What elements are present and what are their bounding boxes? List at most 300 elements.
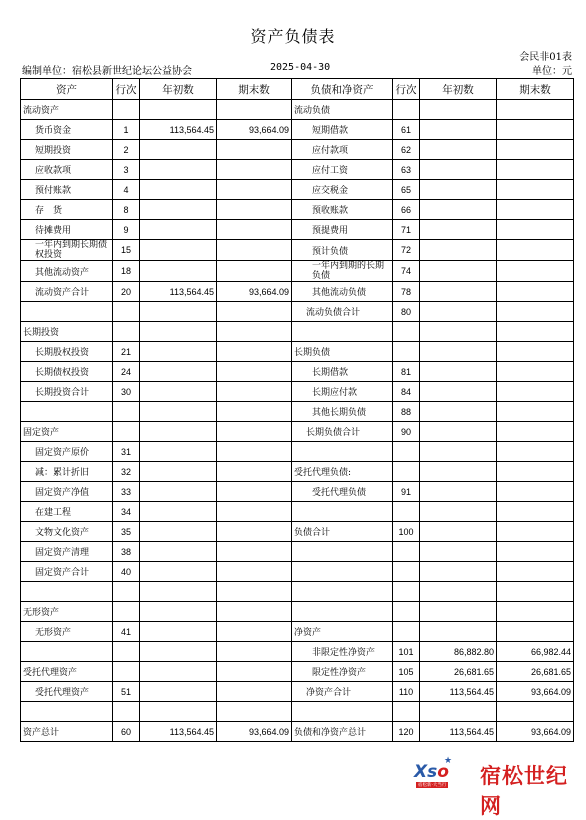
logo-tagline: 宿松新·大当行 [418,783,447,788]
liability-begin [420,282,497,302]
liability-begin [420,402,497,422]
asset-end [217,140,292,160]
liability-line: 101 [393,642,420,662]
liability-line [393,622,420,642]
liability-line: 91 [393,482,420,502]
liability-end [497,522,574,542]
liability-begin [420,622,497,642]
asset-end: 93,664.09 [217,282,292,302]
liability-name: 限定性净资产 [292,662,393,682]
asset-line [113,582,140,602]
asset-name: 固定资产合计 [21,562,113,582]
balance-sheet-table [20,78,574,742]
liability-name: 非限定性净资产 [292,642,393,662]
asset-end [217,462,292,482]
asset-name: 短期投资 [21,140,113,160]
asset-line: 34 [113,502,140,522]
asset-name: 资产总计 [21,722,113,742]
table-row [21,120,574,140]
liability-name: 短期借款 [292,120,393,140]
liability-name: 长期负债 [292,342,393,362]
liability-begin: 113,564.45 [420,722,497,742]
table-row [21,622,574,642]
liability-end [497,261,574,282]
table-row [21,482,574,502]
site-logo [412,756,580,818]
asset-name: 在建工程 [21,502,113,522]
header-line: 行次 [393,79,420,100]
liability-end [497,302,574,322]
liability-end: 26,681.65 [497,662,574,682]
asset-begin [140,322,217,342]
page-title: 资产负债表 [250,27,336,46]
asset-name: 长期投资合计 [21,382,113,402]
table-row [21,662,574,682]
liability-begin [420,302,497,322]
asset-begin [140,362,217,382]
asset-begin [140,402,217,422]
asset-name: 货币资金 [21,120,113,140]
liability-end [497,220,574,240]
liability-end [497,542,574,562]
asset-name: 无形资产 [21,602,113,622]
liability-begin [420,322,497,342]
table-row [21,362,574,382]
asset-end [217,502,292,522]
organization: 编制单位：宿松县新世纪论坛公益协会 [22,66,192,77]
asset-end [217,362,292,382]
liability-line: 62 [393,140,420,160]
liability-end [497,442,574,462]
asset-begin [140,200,217,220]
liability-name: 预计负债 [292,240,393,261]
liability-end [497,582,574,602]
asset-end [217,382,292,402]
liability-line: 71 [393,220,420,240]
asset-end [217,200,292,220]
table-row [21,602,574,622]
liability-begin [420,422,497,442]
liability-end [497,502,574,522]
liability-line: 61 [393,120,420,140]
liability-line [393,462,420,482]
asset-begin [140,382,217,402]
asset-line: 41 [113,622,140,642]
asset-line [113,302,140,322]
asset-name: 长期投资 [21,322,113,342]
asset-line [113,642,140,662]
liability-line [393,322,420,342]
liability-end [497,160,574,180]
asset-begin [140,482,217,502]
asset-name: 文物文化资产 [21,522,113,542]
liability-name: 长期应付款 [292,382,393,402]
liability-line [393,342,420,362]
liability-end [497,702,574,722]
liability-line: 78 [393,282,420,302]
liability-end [497,622,574,642]
table-row [21,100,574,120]
asset-end [217,622,292,642]
liability-line: 105 [393,662,420,682]
liability-end: 93,664.09 [497,682,574,702]
asset-end [217,422,292,442]
table-header [21,79,574,100]
liability-line: 65 [393,180,420,200]
liability-line [393,562,420,582]
star-icon: ★ [444,756,453,766]
liability-end [497,602,574,622]
asset-begin [140,542,217,562]
liability-name: 净资产合计 [292,682,393,702]
liability-end [497,240,574,261]
asset-begin [140,261,217,282]
currency-unit: 单位：元 [532,66,572,77]
asset-begin [140,582,217,602]
asset-name [21,302,113,322]
asset-begin [140,502,217,522]
liability-begin [420,100,497,120]
liability-line [393,582,420,602]
header-end: 期末数 [217,79,292,100]
asset-end: 93,664.09 [217,722,292,742]
asset-name: 预付账款 [21,180,113,200]
asset-line [113,662,140,682]
table-row [21,261,574,282]
asset-end [217,482,292,502]
asset-line: 60 [113,722,140,742]
asset-begin: 113,564.45 [140,282,217,302]
liability-begin [420,362,497,382]
asset-name [21,642,113,662]
liability-line: 72 [393,240,420,261]
asset-begin [140,682,217,702]
asset-end [217,160,292,180]
asset-name: 受托代理资产 [21,662,113,682]
report-meta [22,62,572,76]
asset-begin [140,180,217,200]
asset-line: 51 [113,682,140,702]
asset-end [217,180,292,200]
asset-line: 8 [113,200,140,220]
liability-name [292,442,393,462]
asset-line [113,602,140,622]
asset-name: 减：累计折旧 [21,462,113,482]
liability-begin [420,542,497,562]
liability-begin [420,160,497,180]
asset-begin: 113,564.45 [140,120,217,140]
asset-begin [140,100,217,120]
asset-begin [140,422,217,442]
liability-end [497,282,574,302]
liability-end [497,362,574,382]
liability-begin [420,702,497,722]
table-row [21,160,574,180]
asset-end [217,442,292,462]
liability-begin [420,582,497,602]
liability-line: 84 [393,382,420,402]
asset-name [21,582,113,602]
liability-begin [420,120,497,140]
liability-begin [420,342,497,362]
liability-end: 93,664.09 [497,722,574,742]
asset-line: 3 [113,160,140,180]
liability-line: 110 [393,682,420,702]
table-row [21,180,574,200]
liability-begin [420,502,497,522]
asset-begin [140,220,217,240]
asset-name: 固定资产原价 [21,442,113,462]
liability-line [393,442,420,462]
asset-line: 24 [113,362,140,382]
liability-name: 一年内到期的长期负债 [292,261,393,282]
liability-name: 其他流动负债 [292,282,393,302]
liability-line: 90 [393,422,420,442]
asset-line: 20 [113,282,140,302]
report-date: 2025-04-30 [270,62,331,73]
liability-end: 66,982.44 [497,642,574,662]
liability-begin: 26,681.65 [420,662,497,682]
table-row [21,522,574,542]
liability-begin: 86,882.80 [420,642,497,662]
header-begin: 年初数 [140,79,217,100]
liability-line: 63 [393,160,420,180]
asset-end [217,100,292,120]
liability-end [497,402,574,422]
asset-begin [140,622,217,642]
liability-line [393,602,420,622]
asset-begin: 113,564.45 [140,722,217,742]
liability-begin [420,140,497,160]
asset-name [21,702,113,722]
liability-end [497,100,574,120]
asset-end [217,642,292,662]
liability-line [393,542,420,562]
liability-line: 88 [393,402,420,422]
liability-begin [420,522,497,542]
liability-name: 应付款项 [292,140,393,160]
header-begin: 年初数 [420,79,497,100]
liability-begin [420,462,497,482]
asset-name: 待摊费用 [21,220,113,240]
asset-line: 21 [113,342,140,362]
table-row [21,322,574,342]
asset-line: 4 [113,180,140,200]
asset-name: 受托代理资产 [21,682,113,702]
asset-name: 长期股权投资 [21,342,113,362]
logo-mark: Xso [414,762,449,782]
asset-line: 18 [113,261,140,282]
asset-name: 固定资产净值 [21,482,113,502]
asset-line: 33 [113,482,140,502]
table-row [21,642,574,662]
asset-end [217,220,292,240]
asset-begin [140,240,217,261]
table-row [21,240,574,261]
table-row [21,422,574,442]
liability-begin [420,482,497,502]
asset-name: 存 货 [21,200,113,220]
table-row [21,302,574,322]
table-row [21,702,574,722]
logo-name: 宿松世纪网 [480,764,568,818]
asset-begin [140,342,217,362]
asset-end [217,562,292,582]
liability-name: 负债和净资产总计 [292,722,393,742]
asset-line: 32 [113,462,140,482]
liability-name: 应付工资 [292,160,393,180]
form-code: 会民非01表 [519,52,572,63]
liability-line: 120 [393,722,420,742]
asset-line: 15 [113,240,140,261]
liability-name: 流动负债合计 [292,302,393,322]
liability-name: 净资产 [292,622,393,642]
table-row [21,220,574,240]
liability-begin [420,562,497,582]
asset-line [113,422,140,442]
asset-begin [140,140,217,160]
liability-end [497,482,574,502]
liability-name: 预收账款 [292,200,393,220]
asset-end [217,542,292,562]
asset-line: 9 [113,220,140,240]
liability-end [497,342,574,362]
asset-name: 应收款项 [21,160,113,180]
asset-end [217,702,292,722]
asset-line: 40 [113,562,140,582]
asset-end [217,342,292,362]
header-line: 行次 [113,79,140,100]
table-row [21,282,574,302]
liability-name: 受托代理负债 [292,482,393,502]
liability-begin [420,602,497,622]
liability-end [497,322,574,342]
liability-begin [420,180,497,200]
liability-line [393,100,420,120]
asset-line [113,100,140,120]
liability-begin [420,240,497,261]
table-row [21,502,574,522]
asset-name: 长期债权投资 [21,362,113,382]
liability-begin [420,442,497,462]
liability-name: 应交税金 [292,180,393,200]
asset-end [217,602,292,622]
asset-line: 2 [113,140,140,160]
asset-name [21,402,113,422]
table-row [21,462,574,482]
liability-name [292,562,393,582]
table-row [21,342,574,362]
table-row [21,542,574,562]
liability-begin [420,200,497,220]
liability-line: 74 [393,261,420,282]
liability-begin [420,382,497,402]
liability-name [292,602,393,622]
table-row [21,442,574,462]
liability-name: 其他长期负债 [292,402,393,422]
asset-name: 流动资产 [21,100,113,120]
liability-line: 66 [393,200,420,220]
asset-begin [140,602,217,622]
asset-begin [140,302,217,322]
asset-begin [140,160,217,180]
asset-line: 31 [113,442,140,462]
asset-end [217,522,292,542]
asset-name: 一年内到期长期债权投资 [21,240,113,261]
asset-begin [140,462,217,482]
liability-name [292,502,393,522]
liability-end [497,562,574,582]
liability-name [292,702,393,722]
asset-begin [140,442,217,462]
liability-begin: 113,564.45 [420,682,497,702]
header-end: 期末数 [497,79,574,100]
table-row [21,562,574,582]
asset-end [217,682,292,702]
liability-end [497,120,574,140]
asset-name: 固定资产清理 [21,542,113,562]
asset-name: 无形资产 [21,622,113,642]
asset-end [217,302,292,322]
table-row [21,140,574,160]
asset-line: 35 [113,522,140,542]
asset-line: 1 [113,120,140,140]
liability-end [497,180,574,200]
liability-end [497,200,574,220]
liability-end [497,422,574,442]
asset-end [217,322,292,342]
liability-begin [420,261,497,282]
asset-line: 30 [113,382,140,402]
table-row [21,722,574,742]
asset-begin [140,662,217,682]
asset-name: 其他流动资产 [21,261,113,282]
liability-name: 受托代理负债: [292,462,393,482]
asset-begin [140,562,217,582]
asset-end [217,582,292,602]
header-liability: 负债和净资产 [292,79,393,100]
asset-line [113,702,140,722]
asset-end [217,662,292,682]
liability-line [393,702,420,722]
asset-begin [140,702,217,722]
liability-line: 80 [393,302,420,322]
liability-begin [420,220,497,240]
asset-line [113,402,140,422]
asset-line [113,322,140,342]
liability-name: 预提费用 [292,220,393,240]
asset-end [217,402,292,422]
liability-end [497,462,574,482]
asset-end: 93,664.09 [217,120,292,140]
liability-end [497,382,574,402]
table-row [21,402,574,422]
header-asset: 资产 [21,79,113,100]
asset-line: 38 [113,542,140,562]
liability-line: 81 [393,362,420,382]
liability-name: 长期负债合计 [292,422,393,442]
liability-end [497,140,574,160]
liability-name: 负债合计 [292,522,393,542]
asset-name: 流动资产合计 [21,282,113,302]
table-row [21,582,574,602]
asset-name: 固定资产 [21,422,113,442]
liability-name [292,582,393,602]
liability-line: 100 [393,522,420,542]
asset-begin [140,522,217,542]
table-row [21,682,574,702]
table-row [21,382,574,402]
